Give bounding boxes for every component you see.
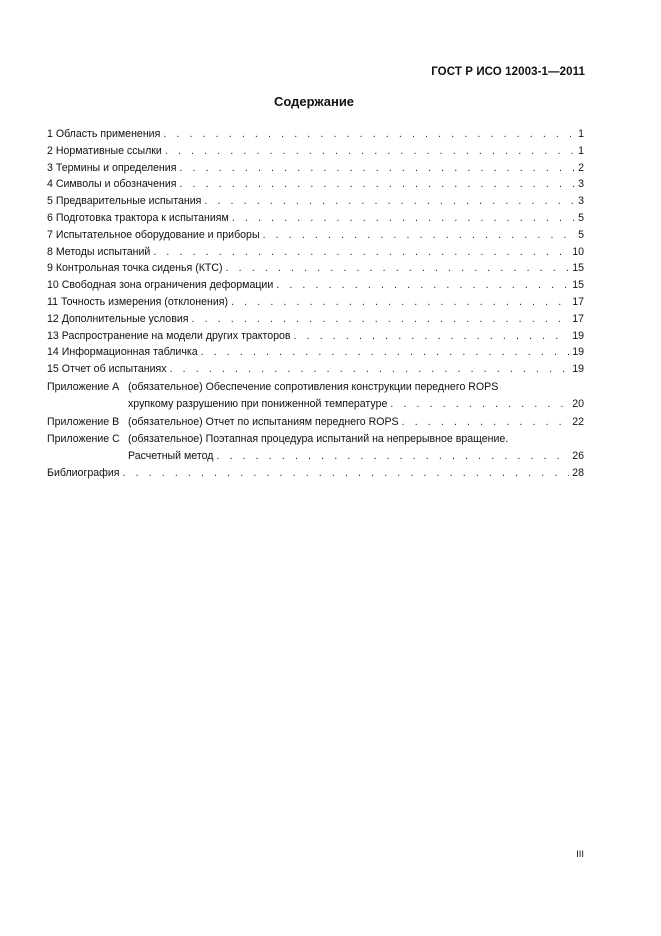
page-number: III bbox=[576, 849, 584, 860]
toc-entry[interactable] bbox=[47, 277, 584, 294]
toc-entry[interactable] bbox=[47, 210, 584, 227]
toc-entry-title: 10 Свободная зона ограничения деформации bbox=[47, 279, 274, 292]
toc-annex-b[interactable] bbox=[47, 414, 584, 431]
dot-leader bbox=[276, 277, 569, 294]
toc-entry-page-number: 19 bbox=[572, 346, 584, 359]
toc-entry-page-number: 5 bbox=[578, 228, 584, 241]
table-of-contents bbox=[47, 126, 584, 482]
toc-entry-title: 7 Испытательное оборудование и приборы bbox=[47, 228, 260, 241]
toc-entry-title: 13 Распространение на модели других тракторов bbox=[47, 329, 291, 342]
annex-title: (обязательное) Обеспечение сопротивления конструкции переднего ROPS bbox=[128, 380, 499, 393]
annex-body bbox=[128, 431, 584, 465]
toc-entry[interactable] bbox=[47, 227, 584, 244]
toc-entries bbox=[47, 126, 584, 378]
toc-entry-page-number: 5 bbox=[578, 211, 584, 224]
toc-entry-title: 15 Отчет об испытаниях bbox=[47, 363, 167, 376]
toc-entry-title: 2 Нормативные ссылки bbox=[47, 144, 162, 157]
toc-entry[interactable] bbox=[47, 126, 584, 143]
toc-entry-page-number: 17 bbox=[572, 295, 584, 308]
dot-leader bbox=[231, 294, 569, 311]
annex-page-number: 20 bbox=[572, 397, 584, 410]
dot-leader bbox=[191, 311, 569, 328]
toc-entry-page-number: 1 bbox=[578, 128, 584, 140]
toc-entry-title: 6 Подготовка трактора к испытаниям bbox=[47, 211, 229, 224]
dot-leader bbox=[122, 465, 569, 482]
annex-label: Приложение А bbox=[47, 380, 120, 393]
toc-entry[interactable] bbox=[47, 260, 584, 277]
toc-entry-page-number: 15 bbox=[572, 279, 584, 292]
toc-entry[interactable] bbox=[47, 294, 584, 311]
toc-entry-title: 3 Термины и определения bbox=[47, 161, 177, 174]
toc-entry[interactable] bbox=[47, 361, 584, 378]
toc-entry-page-number: 3 bbox=[578, 195, 584, 208]
toc-title: Содержание bbox=[273, 94, 355, 109]
toc-entry-title: 1 Область применения bbox=[47, 128, 161, 140]
toc-entry[interactable] bbox=[47, 193, 584, 210]
annex-title-cont bbox=[128, 448, 584, 465]
annex-page-number: 22 bbox=[572, 415, 584, 428]
toc-entry-page-number: 15 bbox=[572, 262, 584, 275]
dot-leader bbox=[163, 126, 575, 143]
dot-leader bbox=[263, 227, 576, 244]
annex-body bbox=[128, 379, 584, 413]
bibliography-title: Библиография bbox=[47, 466, 120, 479]
annex-title-line2: Расчетный метод bbox=[128, 450, 214, 463]
toc-entry-page-number: 1 bbox=[578, 144, 584, 157]
annex-title-line2: хрупкому разрушению при пониженной температуре bbox=[128, 397, 388, 410]
dot-leader bbox=[390, 396, 569, 413]
toc-annex-c[interactable] bbox=[47, 431, 584, 465]
document-code: ГОСТ Р ИСО 12003-1—2011 bbox=[431, 66, 585, 78]
dot-leader bbox=[179, 160, 575, 177]
annex-label: Приложение С bbox=[47, 433, 120, 446]
annex-body bbox=[128, 414, 584, 431]
toc-entry-title: 9 Контрольная точка сиденья (КТС) bbox=[47, 262, 223, 275]
toc-entry-title: 5 Предварительные испытания bbox=[47, 195, 202, 208]
toc-entry-page-number: 2 bbox=[578, 161, 584, 174]
dot-leader bbox=[232, 210, 575, 227]
annex-title: (обязательное) Отчет по испытаниям переднего ROPS bbox=[128, 415, 399, 428]
toc-entry[interactable] bbox=[47, 160, 584, 177]
dot-leader bbox=[294, 328, 570, 345]
toc-entry[interactable] bbox=[47, 143, 584, 160]
dot-leader bbox=[402, 414, 570, 431]
dot-leader bbox=[226, 260, 570, 277]
toc-entry-title: 12 Дополнительные условия bbox=[47, 312, 189, 325]
dot-leader bbox=[170, 361, 570, 378]
toc-entry[interactable] bbox=[47, 328, 584, 345]
dot-leader bbox=[204, 193, 575, 210]
toc-entry-title: 4 Символы и обозначения bbox=[47, 178, 177, 191]
dot-leader bbox=[179, 176, 575, 193]
dot-leader bbox=[165, 143, 575, 160]
annex-title: (обязательное) Поэтапная процедура испытаний на непрерывное вращение. bbox=[128, 433, 509, 446]
toc-annex-a[interactable] bbox=[47, 379, 584, 413]
dot-leader bbox=[216, 448, 569, 465]
dot-leader bbox=[153, 244, 569, 261]
toc-bibliography[interactable] bbox=[47, 465, 584, 482]
annex-label: Приложение В bbox=[47, 415, 120, 428]
toc-entry-page-number: 17 bbox=[572, 312, 584, 325]
annex-title-cont bbox=[128, 396, 584, 413]
toc-entry-title: 8 Методы испытаний bbox=[47, 245, 151, 258]
annex-title-row bbox=[128, 414, 584, 431]
toc-entry-title: 14 Информационная табличка bbox=[47, 346, 198, 359]
toc-entry[interactable] bbox=[47, 176, 584, 193]
toc-entry[interactable] bbox=[47, 344, 584, 361]
toc-entry-page-number: 10 bbox=[572, 245, 584, 258]
dot-leader bbox=[201, 344, 570, 361]
toc-entry-page-number: 19 bbox=[572, 363, 584, 376]
toc-entry-page-number: 19 bbox=[572, 329, 584, 342]
annex-page-number: 26 bbox=[572, 450, 584, 463]
toc-entry[interactable] bbox=[47, 244, 584, 261]
toc-entry-page-number: 3 bbox=[578, 178, 584, 191]
bibliography-page-number: 28 bbox=[572, 466, 584, 479]
toc-entry-title: 11 Точность измерения (отклонения) bbox=[47, 295, 229, 308]
toc-entry[interactable] bbox=[47, 311, 584, 328]
